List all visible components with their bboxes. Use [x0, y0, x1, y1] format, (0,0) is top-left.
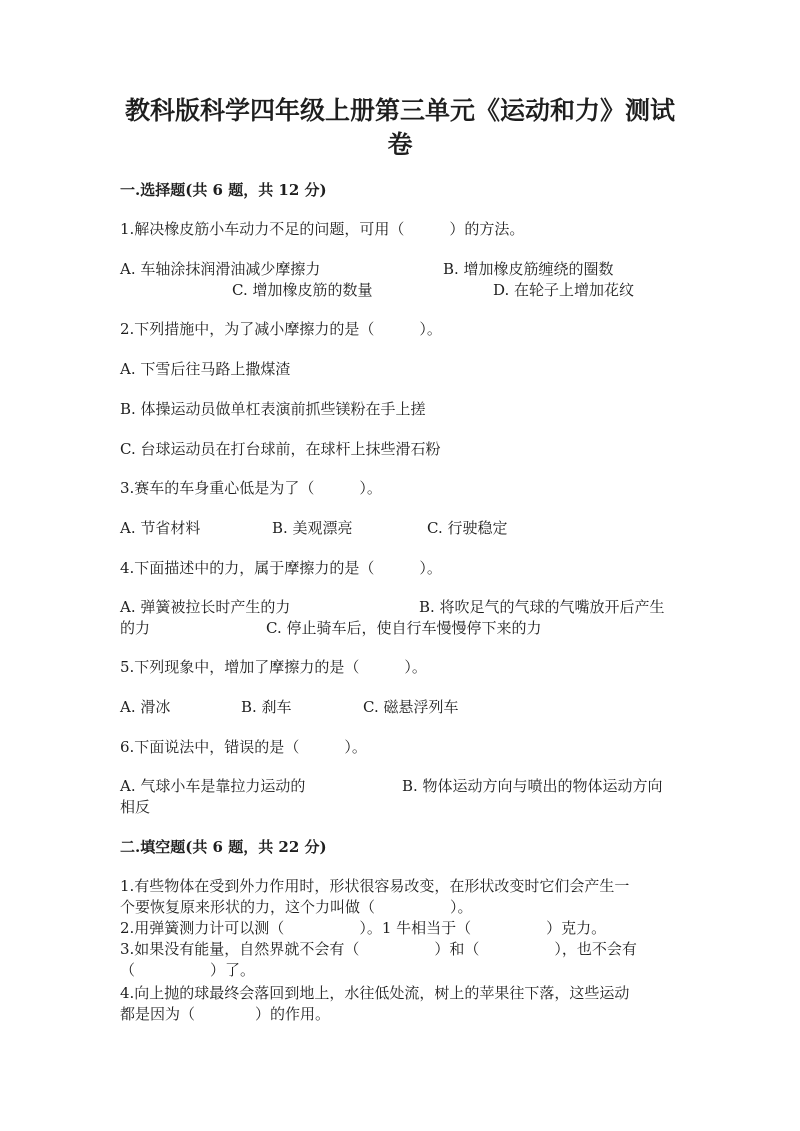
question-1-stem: 1.解决橡皮筋小车动力不足的问题，可用（ ）的方法。: [120, 220, 525, 238]
q4-option-b-continued: 的力: [120, 619, 151, 637]
fill-line-3: 2.用弹簧测力计可以测（ ）。1 牛相当于（ ）克力。: [120, 919, 607, 937]
q1-option-d: D. 在轮子上增加花纹: [493, 281, 635, 299]
q6-option-b-continued: 相反: [120, 798, 151, 816]
question-6-stem: 6.下面说法中，错误的是（ ）。: [120, 738, 367, 756]
title-line-2: 卷: [387, 130, 413, 159]
q3-option-b: B. 美观漂亮: [272, 519, 353, 537]
fill-line-6: 4.向上抛的球最终会落回到地上，水往低处流，树上的苹果往下落，这些运动: [120, 984, 630, 1002]
q2-option-c: C. 台球运动员在打台球前，在球杆上抹些滑石粉: [120, 440, 441, 458]
q6-option-a: A. 气球小车是靠拉力运动的: [120, 777, 306, 795]
question-2-stem: 2.下列措施中，为了减小摩擦力的是（ ）。: [120, 320, 442, 338]
q1-option-a: A. 车轴涂抹润滑油减少摩擦力: [120, 260, 321, 278]
q1-option-b: B. 增加橡皮筋缠绕的圈数: [443, 260, 614, 278]
q4-option-c: C. 停止骑车后，使自行车慢慢停下来的力: [266, 619, 542, 637]
q4-option-a: A. 弹簧被拉长时产生的力: [120, 598, 291, 616]
fill-line-2: 个要恢复原来形状的力，这个力叫做（ ）。: [120, 898, 473, 916]
q5-option-b: B. 刹车: [241, 698, 292, 716]
document-title: [100, 94, 700, 162]
fill-line-5: （ ）了。: [120, 961, 256, 979]
q4-option-b: B. 将吹足气的气球的气嘴放开后产生: [419, 598, 665, 616]
q3-option-c: C. 行驶稳定: [427, 519, 508, 537]
fill-line-7: 都是因为（ ）的作用。: [120, 1005, 331, 1023]
q3-option-a: A. 节省材料: [120, 519, 201, 537]
question-5-stem: 5.下列现象中，增加了摩擦力的是（ ）。: [120, 658, 427, 676]
q6-option-b: B. 物体运动方向与喷出的物体运动方向: [402, 777, 663, 795]
section-heading-multiple-choice: 一.选择题(共 6 题，共 12 分): [120, 181, 327, 199]
q5-option-c: C. 磁悬浮列车: [363, 698, 459, 716]
title-line-1: 教科版科学四年级上册第三单元《运动和力》测试: [124, 96, 675, 125]
question-4-stem: 4.下面描述中的力，属于摩擦力的是（ ）。: [120, 559, 442, 577]
q5-option-a: A. 滑冰: [120, 698, 171, 716]
q2-option-a: A. 下雪后往马路上撒煤渣: [120, 360, 291, 378]
fill-line-1: 1.有些物体在受到外力作用时，形状很容易改变，在形状改变时它们会产生一: [120, 877, 630, 895]
fill-line-4: 3.如果没有能量，自然界就不会有（ ）和（ ），也不会有: [120, 940, 637, 958]
q1-option-c: C. 增加橡皮筋的数量: [232, 281, 373, 299]
section-heading-fill-in: 二.填空题(共 6 题，共 22 分): [120, 838, 327, 856]
q2-option-b: B. 体操运动员做单杠表演前抓些镁粉在手上搓: [120, 400, 426, 418]
question-3-stem: 3.赛车的车身重心低是为了（ ）。: [120, 479, 382, 497]
